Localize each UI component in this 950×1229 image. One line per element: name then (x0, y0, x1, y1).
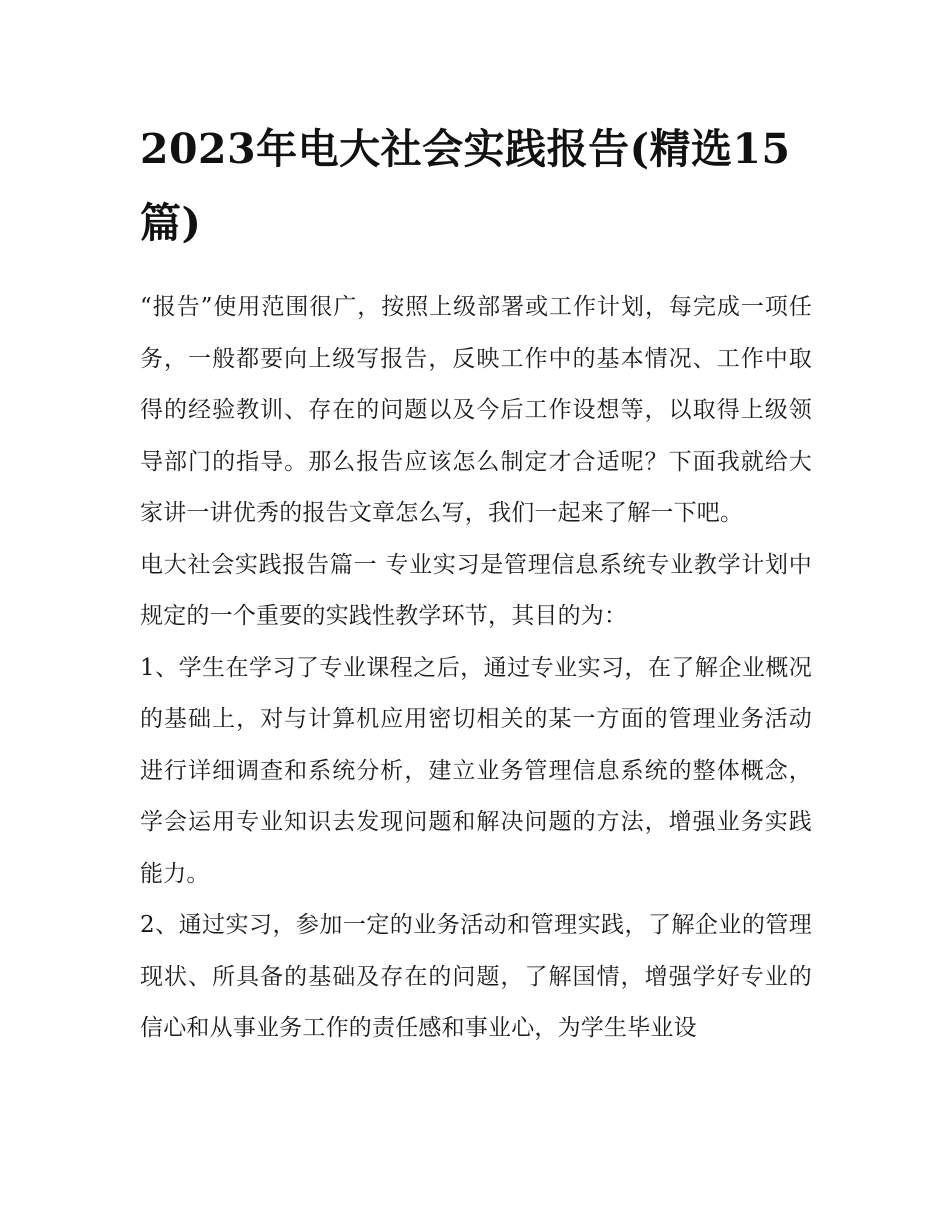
intro-paragraph: “报告”使用范围很广，按照上级部署或工作计划，每完成一项任务，一般都要向上级写报告，反映工作中的基本情况、工作中取得的经验教训、存在的问题以及今后工作设想等，以取得上级领导部门的指导。那么报告应该怎么制定才合适呢？下面我就给大家讲一讲优秀的报告文章怎么写，我们一起来了解一下吧。 (140, 294, 812, 526)
document-body (140, 112, 812, 1055)
list-item-2-paragraph: 2、通过实习，参加一定的业务活动和管理实践，了解企业的管理现状、所具备的基础及存在的问题，了解国情，增强学好专业的信心和从事业务工作的责任感和事业心，为学生毕业设 (140, 912, 812, 1041)
section-one-paragraph: 电大社会实践报告篇一 专业实习是管理信息系统专业教学计划中规定的一个重要的实践性教学环节，其目的为： (140, 551, 812, 629)
list-item-1-paragraph: 1、学生在学习了专业课程之后，通过专业实习，在了解企业概况的基础上，对与计算机应用密切相关的某一方面的管理业务活动进行详细调查和系统分析，建立业务管理信息系统的整体概念，学会运用专业知识去发现问题和解决问题的方法，增强业务实践能力。 (140, 654, 812, 887)
document-title: 2023年电大社会实践报告(精选15篇) (140, 125, 791, 247)
